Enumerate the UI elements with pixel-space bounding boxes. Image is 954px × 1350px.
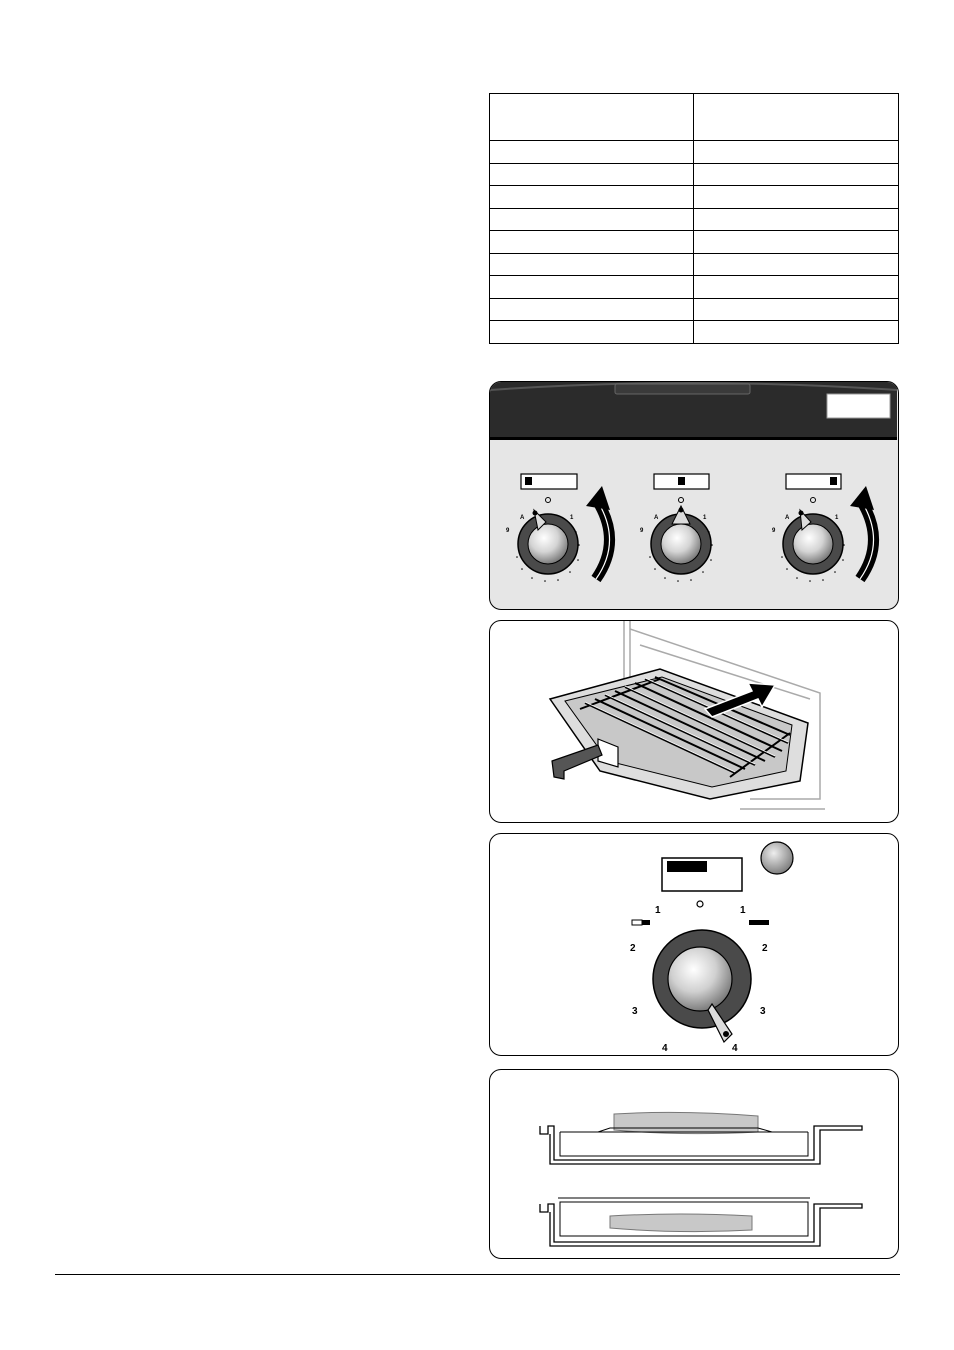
dial-mark: A: [654, 515, 659, 521]
grill-pan-illustration: [489, 620, 899, 823]
table-row: [490, 140, 898, 164]
table-row: [490, 208, 898, 232]
display-window: [827, 394, 890, 418]
control-panel-illustration: [489, 381, 899, 610]
dial-mark: 3: [760, 1006, 766, 1017]
pan-cross-section-drawing: [490, 1070, 897, 1257]
dial-mark: 4: [732, 1043, 738, 1054]
pan-food-low: [540, 1198, 862, 1246]
footer-rule: [55, 1274, 900, 1275]
dial-mark: 3: [632, 1006, 638, 1017]
dial-mark: 1: [835, 515, 839, 521]
dial-mark: 9: [506, 528, 510, 534]
right-knob: [772, 474, 874, 582]
dial-mark: 1: [655, 905, 661, 916]
dial-mark: 9: [772, 528, 776, 534]
table-row: [490, 320, 898, 343]
indicator-lamp: [761, 842, 793, 874]
dial-mark: 2: [762, 943, 768, 954]
dial-mark: 4: [662, 1043, 668, 1054]
pan-food-high: [540, 1112, 862, 1164]
center-knob: [640, 474, 713, 582]
control-panel-drawing: [490, 382, 897, 608]
table-row: [490, 253, 898, 277]
indicator-top-icon: [678, 477, 685, 485]
table-header-row: [490, 94, 898, 141]
grill-dial-illustration: [489, 833, 899, 1056]
table-row: [490, 230, 898, 254]
pan-cross-section-illustration: [489, 1069, 899, 1259]
dial-mark: 9: [640, 528, 644, 534]
indicator-right-icon: [830, 477, 837, 485]
table-row: [490, 163, 898, 187]
table-row: [490, 298, 898, 322]
indicator-left-icon: [525, 477, 532, 485]
dial-mark: 1: [570, 515, 574, 521]
dial-mark: 1: [703, 515, 707, 521]
settings-table: [489, 93, 899, 344]
dial-mark: 1: [740, 905, 746, 916]
left-knob: [506, 474, 610, 582]
table-row: [490, 185, 898, 209]
dial-mark: A: [520, 515, 525, 521]
grill-pan-drawing: [490, 621, 897, 821]
grill-dial-drawing: [490, 834, 897, 1054]
dial-mark: 2: [630, 943, 636, 954]
indicator-full-icon: [667, 861, 707, 872]
table-row: [490, 275, 898, 299]
dial-mark: A: [785, 515, 790, 521]
